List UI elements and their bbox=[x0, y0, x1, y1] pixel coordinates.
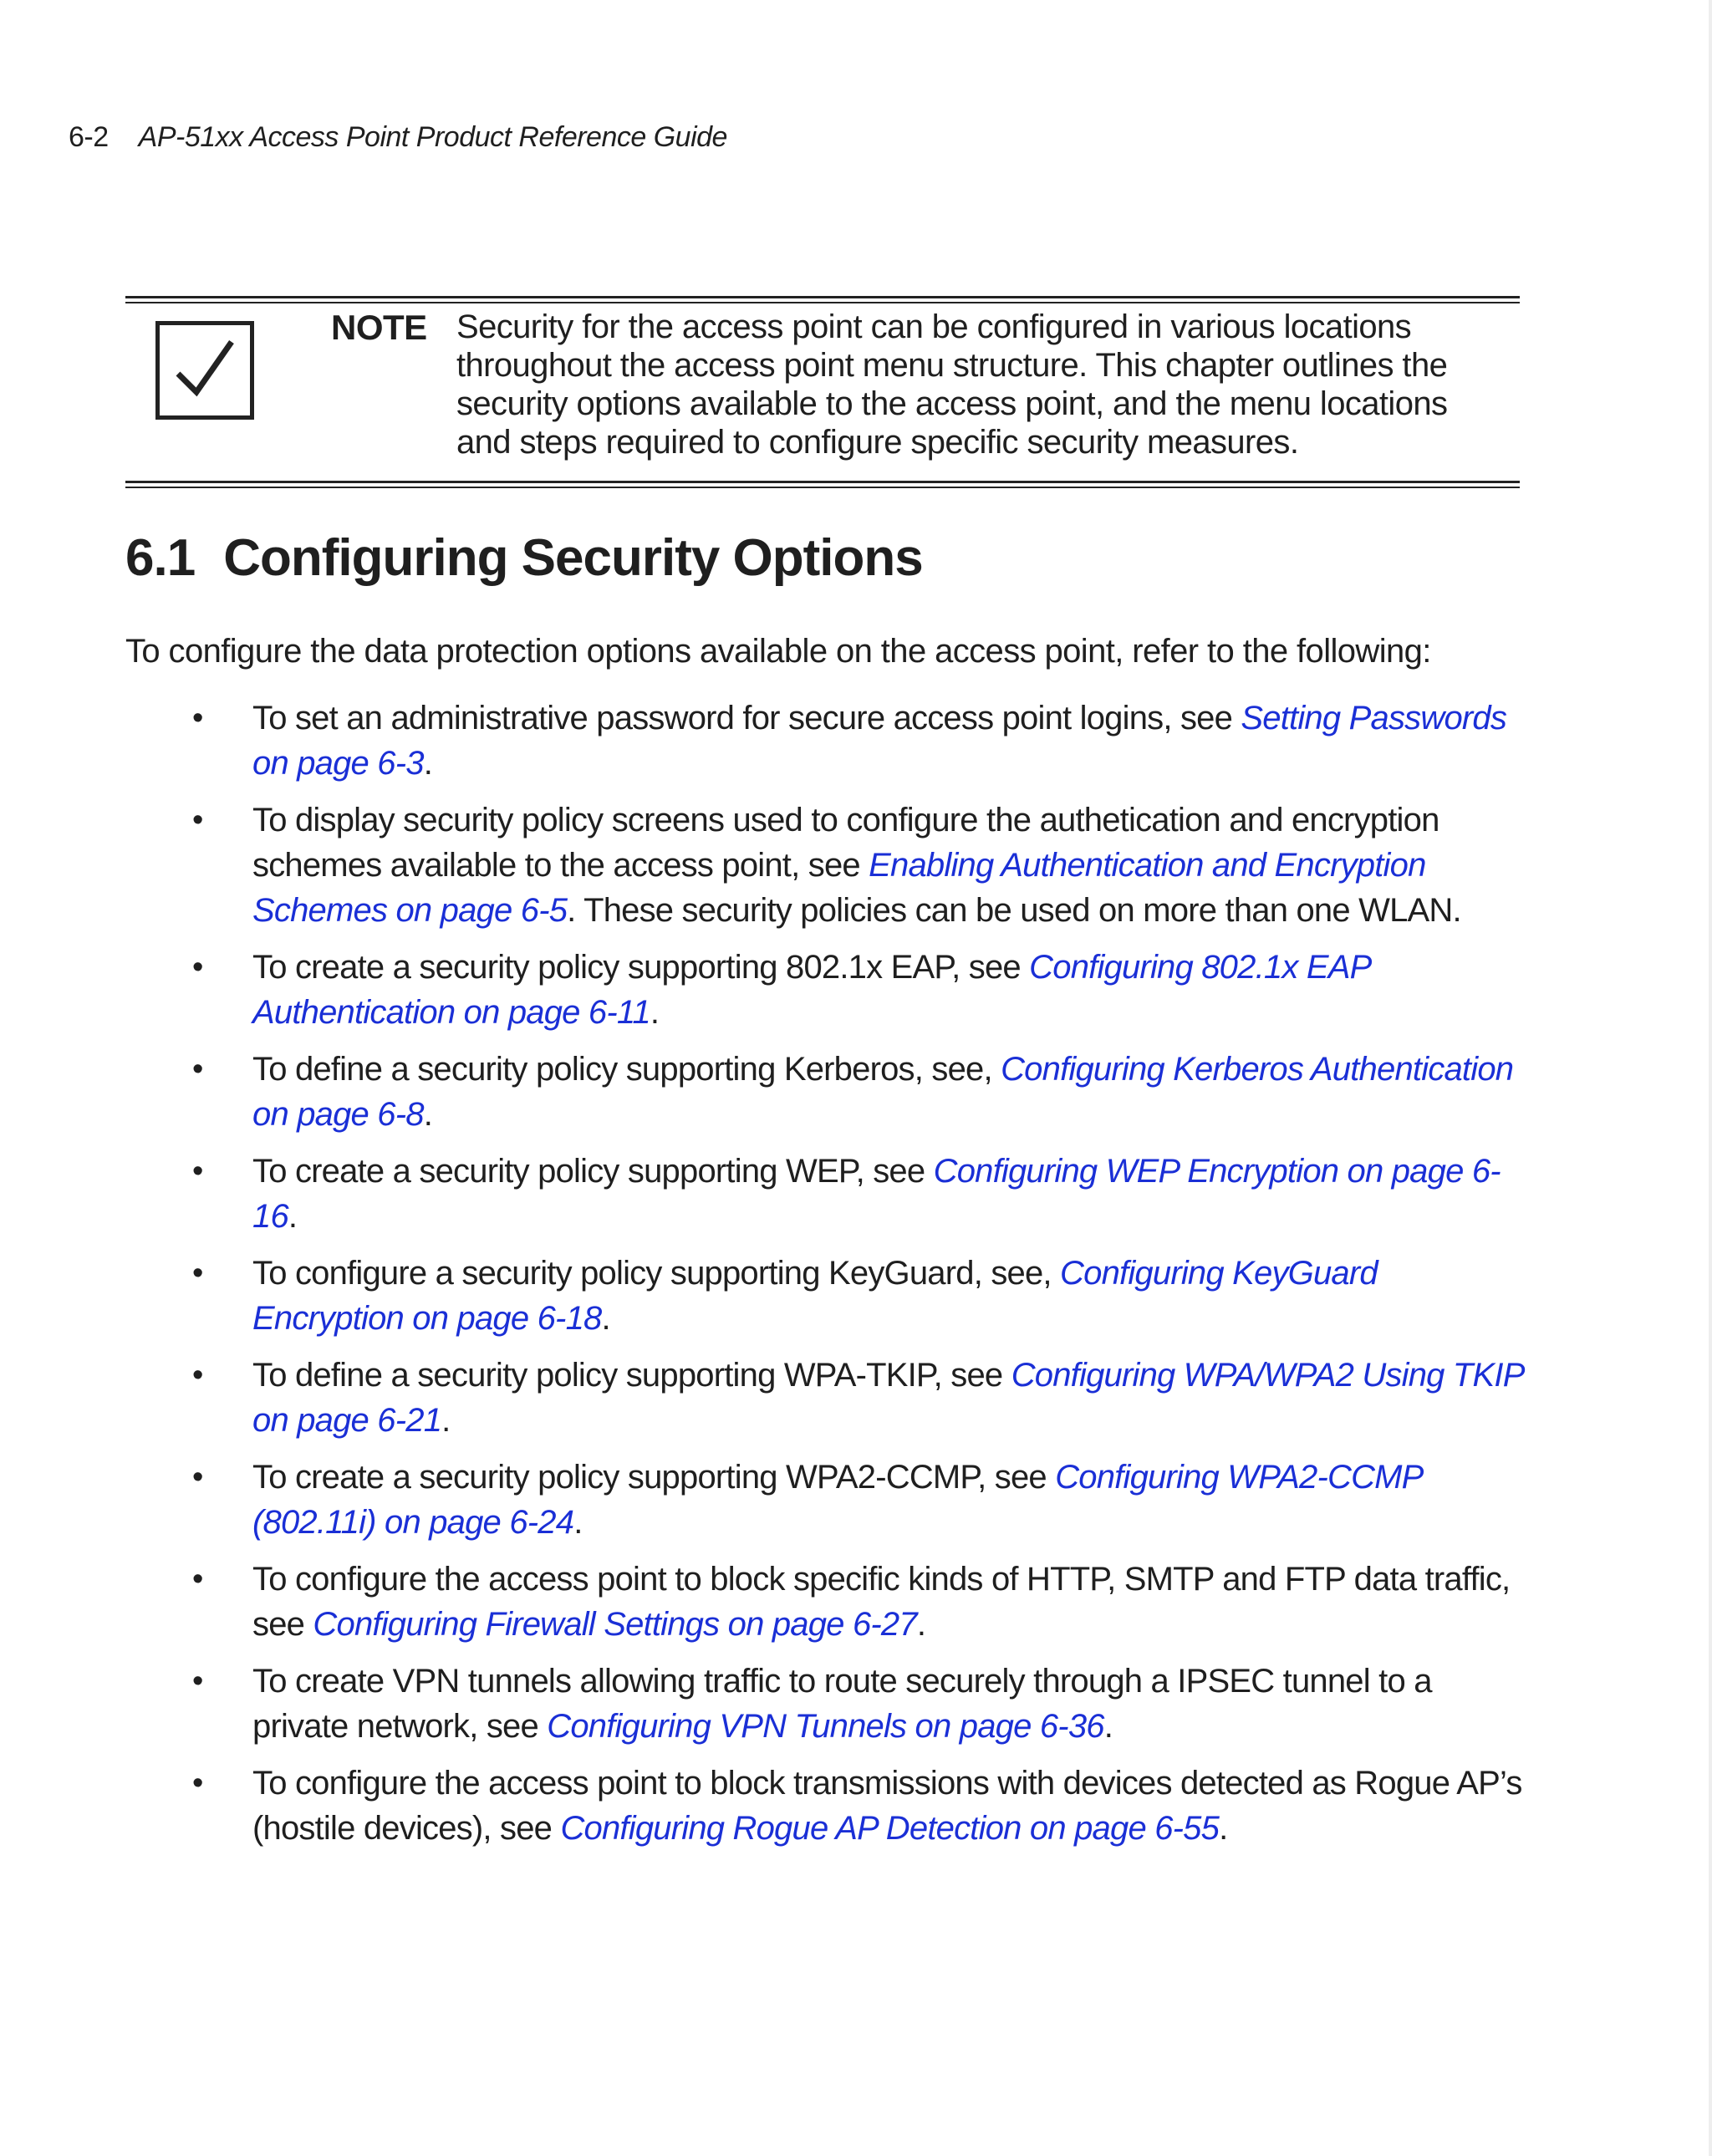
bullet-icon: • bbox=[192, 950, 203, 985]
list-item-text-end: . bbox=[573, 1504, 583, 1541]
bullet-icon: • bbox=[192, 803, 203, 838]
list-item bbox=[125, 798, 1530, 933]
section-heading bbox=[125, 527, 923, 590]
list-item-text-end: . These security policies can be used on more than one WLAN. bbox=[567, 892, 1461, 929]
list-item-text-end: . bbox=[650, 994, 660, 1031]
list-item-text: To define a security policy supporting Kerberos, see, bbox=[252, 1051, 1001, 1088]
list-item-text: To define a security policy supporting WPA-TKIP, see bbox=[252, 1357, 1011, 1394]
bullet-list bbox=[125, 696, 1530, 1863]
page-header bbox=[69, 120, 727, 154]
list-item-text-end: . bbox=[601, 1300, 610, 1337]
list-item-text: To create a security policy supporting 802.1x EAP, see bbox=[252, 949, 1030, 986]
bullet-icon: • bbox=[192, 1154, 203, 1189]
cross-reference-link[interactable]: Configuring VPN Tunnels on page 6-36 bbox=[547, 1708, 1104, 1745]
list-item bbox=[125, 1659, 1530, 1749]
list-item-text-end: . bbox=[916, 1606, 926, 1643]
note-box bbox=[125, 296, 1520, 488]
list-item-text-end: . bbox=[288, 1198, 298, 1235]
bullet-icon: • bbox=[192, 1052, 203, 1087]
guide-title: AP-51xx Access Point Product Reference Guide bbox=[138, 121, 727, 153]
list-item-text-end: . bbox=[1103, 1708, 1113, 1745]
cross-reference-link[interactable]: Configuring Kerberos Authentication on page 6-8 bbox=[252, 1051, 1514, 1133]
bullet-icon: • bbox=[192, 1664, 203, 1699]
list-item-text: To display security policy screens used to configure the authetication and encryption schemes available to the access point, see bbox=[252, 802, 1439, 884]
list-item-text: To configure the access point to block transmissions with devices detected as Rogue AP’s (hostile devices), see bbox=[252, 1765, 1522, 1847]
section-number: 6.1 bbox=[125, 529, 196, 587]
list-item bbox=[125, 1047, 1530, 1137]
page-number: 6-2 bbox=[69, 121, 109, 153]
checkmark-icon-glyph bbox=[171, 337, 238, 404]
bullet-icon: • bbox=[192, 1562, 203, 1597]
page-edge bbox=[1709, 0, 1712, 2156]
list-item-text: To create a security policy supporting WEP, see bbox=[252, 1153, 934, 1190]
list-item bbox=[125, 945, 1530, 1035]
cross-reference-link[interactable]: Configuring 802.1x EAP Authentication on page 6-11 bbox=[252, 949, 1371, 1031]
bullet-icon: • bbox=[192, 1460, 203, 1495]
list-item bbox=[125, 1455, 1530, 1545]
cross-reference-link[interactable]: Configuring WPA/WPA2 Using TKIP on page 6-21 bbox=[252, 1357, 1524, 1439]
list-item bbox=[125, 696, 1530, 786]
bullet-icon: • bbox=[192, 1256, 203, 1291]
list-item-text: To create VPN tunnels allowing traffic to route securely through a IPSEC tunnel to a private network, see bbox=[252, 1663, 1432, 1745]
note-text: Security for the access point can be configured in various locations throughout the access point menu structure. This chapter outlines the security options available to the access point, and the menu locations and steps required to configure specific security measures. bbox=[456, 308, 1448, 461]
list-item bbox=[125, 1251, 1530, 1341]
cross-reference-link[interactable]: Configuring KeyGuard Encryption on page 6-18 bbox=[252, 1255, 1378, 1337]
list-item-text-end: . bbox=[423, 1096, 433, 1133]
section-title: Configuring Security Options bbox=[223, 529, 923, 587]
note-top-rule bbox=[125, 296, 1520, 303]
list-item-text: To configure the access point to block specific kinds of HTTP, SMTP and FTP data traffic, see bbox=[252, 1561, 1511, 1643]
cross-reference-link[interactable]: Configuring Rogue AP Detection on page 6-55 bbox=[560, 1810, 1220, 1847]
list-item bbox=[125, 1761, 1530, 1851]
list-item bbox=[125, 1557, 1530, 1647]
list-item-text: To create a security policy supporting WPA2-CCMP, see bbox=[252, 1459, 1056, 1496]
list-item-text-end: . bbox=[441, 1402, 451, 1439]
checkmark-icon bbox=[155, 321, 254, 420]
bullet-icon: • bbox=[192, 1358, 203, 1393]
note-bottom-rule bbox=[125, 481, 1520, 488]
bullet-icon: • bbox=[192, 701, 203, 736]
list-item bbox=[125, 1353, 1530, 1443]
cross-reference-link[interactable]: Configuring WEP Encryption on page 6-16 bbox=[252, 1153, 1501, 1235]
bullet-icon: • bbox=[192, 1766, 203, 1801]
note-label: NOTE bbox=[331, 308, 427, 347]
list-item-text-end: . bbox=[1219, 1810, 1228, 1847]
cross-reference-link[interactable]: Setting Passwords on page 6-3 bbox=[252, 700, 1507, 782]
list-item-text: To configure a security policy supporting KeyGuard, see, bbox=[252, 1255, 1061, 1292]
cross-reference-link[interactable]: Enabling Authentication and Encryption Schemes on page 6-5 bbox=[252, 847, 1426, 929]
cross-reference-link[interactable]: Configuring WPA2-CCMP (802.11i) on page 6-24 bbox=[252, 1459, 1423, 1541]
list-item-text-end: . bbox=[423, 745, 433, 782]
cross-reference-link[interactable]: Configuring Firewall Settings on page 6-27 bbox=[313, 1606, 917, 1643]
list-item bbox=[125, 1149, 1530, 1239]
intro-paragraph: To configure the data protection options available on the access point, refer to the following: bbox=[125, 633, 1431, 670]
list-item-text: To set an administrative password for secure access point logins, see bbox=[252, 700, 1241, 737]
